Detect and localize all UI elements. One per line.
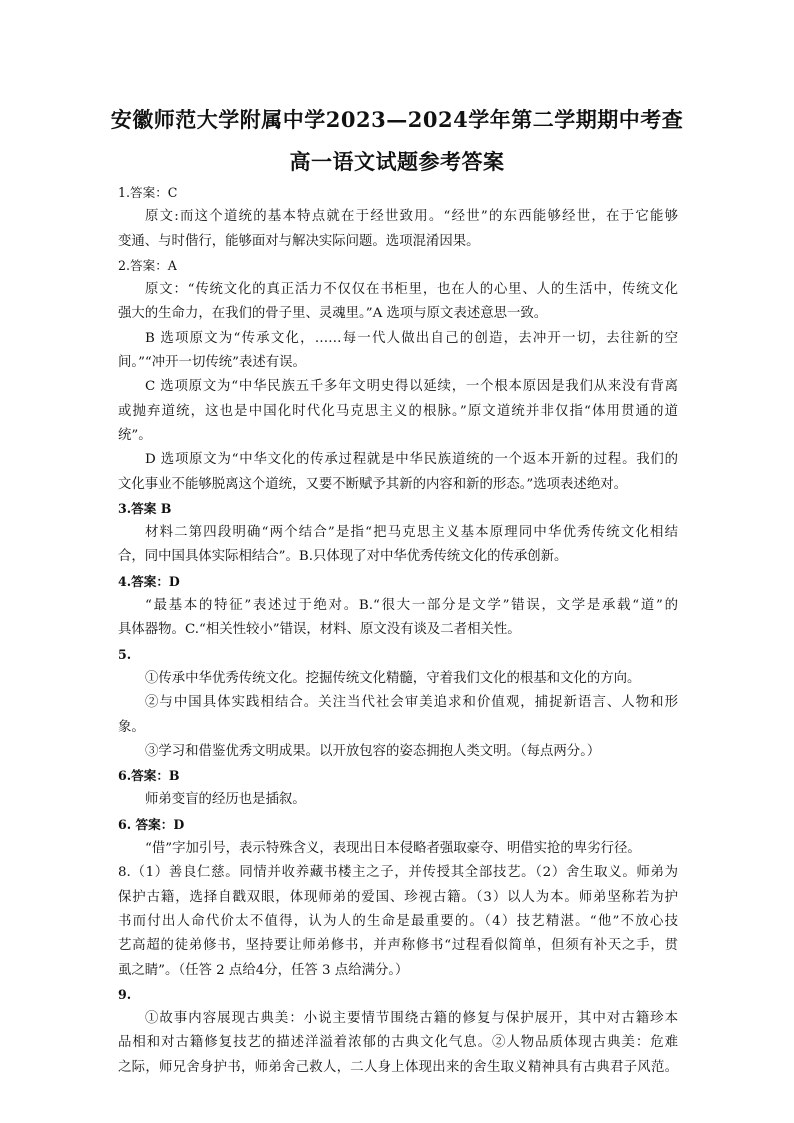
text-line: 合，同中国具体实际相结合”。B.只体现了对中华优秀传统文化的传承创新。 xyxy=(118,549,568,565)
answer-heading-3: 3.答案 B xyxy=(118,500,172,516)
answer-heading-9: 9. xyxy=(118,986,132,1002)
text-line: B 选项原文为“传承文化，……每一代人做出自己的创造，去冲开一切，去往新的空 xyxy=(145,330,678,346)
text-line: 保护古籍，选择自戳双眼，体现师弟的爱国、珍视古籍。（3）以人为本。师弟坚称若为护 xyxy=(118,889,678,905)
text-line: 原文:而这个道统的基本特点就在于经世致用。“经世”的东西能够经世，在于它能够 xyxy=(145,209,678,225)
text-line: 变通、与时偕行，能够面对与解决实际问题。选项混淆因果。 xyxy=(118,233,480,249)
text-line: “最基本的特征”表述过于绝对。B.“很大一部分是文学”错误，文学是承载“道”的 xyxy=(145,598,678,614)
answer-body xyxy=(118,181,678,1080)
text-line: 书而付出人命代价太不值得，认为人的生命是最重要的。（4）技艺精湛。“他”不放心技 xyxy=(118,913,678,929)
text-line: ①故事内容展现古典美：小说主要情节围绕古籍的修复与保护展开，其中对古籍珍本 xyxy=(145,1011,678,1027)
text-line: 或抛弃道统，这也是中国化时代化马克思主义的根脉。”原文道统并非仅指“体用贯通的道 xyxy=(118,403,678,419)
answer-heading-5: 5. xyxy=(118,646,132,662)
document-subtitle: 高一语文试题参考答案 xyxy=(289,149,505,174)
text-line: 艺高超的徒弟修书，坚持要让师弟修书，并声称修书“过程看似简单，但须有补天之手，贯 xyxy=(118,938,678,954)
text-line: 间。”“冲开一切传统”表述有误。 xyxy=(118,355,306,371)
text-line: “借”字加引号，表示特殊含义，表现出日本侵略者强取豪夺、明借实抢的卑劣行径。 xyxy=(145,841,641,857)
text-line: 材料二第四段明确“两个结合”是指“把马克思主义基本原理同中华优秀传统文化相结 xyxy=(145,525,678,541)
text-line: C 选项原文为“中华民族五千多年文明史得以延续，一个根本原因是我们从来没有背离 xyxy=(145,379,678,395)
answer-heading-1: 1.答案：C xyxy=(118,185,178,200)
text-line: 虱之睛”。（任答 2 点给4分，任答 3 点给满分。） xyxy=(118,962,409,978)
answer-8-line: 8.（1）善良仁慈。同情并收养藏书楼主之子，并传授其全部技艺。（2）舍生取义。师弟为 xyxy=(118,865,678,881)
text-line: 文化事业不能够脱离这个道统，又要不断赋予其新的内容和新的形态。”选项表述绝对。 xyxy=(118,476,627,492)
answer-heading-2: 2.答案：A xyxy=(118,257,177,273)
text-line: 品相和对古籍修复技艺的描述洋溢着浓郁的古典文化气息。②人物品质体现古典美：危难 xyxy=(118,1035,678,1051)
text-line: ②与中国具体实践相结合。关注当代社会审美追求和价值观，捕捉新语言、人物和形 xyxy=(145,695,678,711)
answer-heading-4: 4.答案：D xyxy=(118,573,180,589)
answer-heading-7: 6. 答案：D xyxy=(118,816,185,832)
answer-heading-6: 6.答案：B xyxy=(118,768,180,784)
document-title: 安徽师范大学附属中学2023—2024学年第二学期期中考查 xyxy=(110,107,684,132)
text-line: ①传承中华优秀传统文化。挖掘传统文化精髓，守着我们文化的根基和文化的方向。 xyxy=(145,670,641,686)
text-line: D 选项原文为“中华文化的传承过程就是中华民族道统的一个返本开新的过程。我们的 xyxy=(145,452,678,468)
text-line: ③学习和借鉴优秀文明成果。以开放包容的姿态拥抱人类文明。（每点两分。） xyxy=(145,743,601,759)
text-line: 具体器物。C.“相关性较小”错误，材料、原文没有谈及二者相关性。 xyxy=(118,622,521,638)
text-line: 之际，师兄舍身护书，师弟舍己救人，二人身上体现出来的舍生取义精神具有古典君子风范。 xyxy=(118,1059,678,1075)
text-line: 统”。 xyxy=(118,427,152,443)
text-line: 强大的生命力，在我们的骨子里、灵魂里。”A 选项与原文表述意思一致。 xyxy=(118,306,548,322)
text-line: 师弟变盲的经历也是插叙。 xyxy=(145,792,306,808)
text-line: 象。 xyxy=(118,719,145,735)
text-line: 原文：“传统文化的真正活力不仅仅在书柜里，也在人的心里、人的生活中，传统文化 xyxy=(145,282,678,298)
